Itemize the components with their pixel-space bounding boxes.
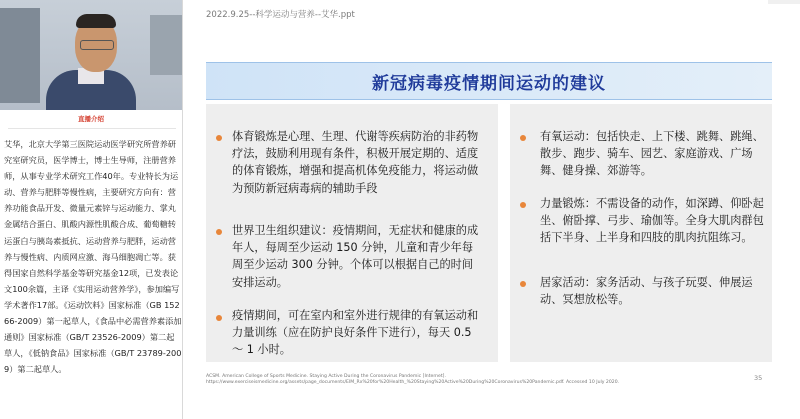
bullet-icon — [520, 202, 526, 208]
bullet-icon — [520, 135, 526, 141]
intro-divider — [8, 128, 176, 129]
top-edge-tab — [768, 0, 800, 4]
right-item-3: 居家活动：家务活动、与孩子玩耍、伸展运动、冥想放松等。 — [540, 276, 753, 307]
video-shelf-right — [150, 15, 182, 75]
right-item-2: 力量锻炼：不需设备的动作，如深蹲、仰卧起坐、俯卧撑、弓步、瑜伽等。全身大肌肉群包括下半身、上半身和四肢的肌肉抗阻练习。 — [540, 197, 764, 245]
bullet-icon — [520, 281, 526, 287]
bullet-icon — [216, 135, 222, 141]
video-shelf — [0, 8, 40, 103]
speaker-panel — [0, 0, 182, 419]
left-item-2: 世界卫生组织建议：疫情期间，无症状和健康的成年人，每周至少运动 150 分钟，儿童和青少年每周至少运动 300 分钟。个体可以根据自己的时间安排运动。 — [232, 224, 479, 289]
slide-title: 新冠病毒疫情期间运动的建议 — [372, 74, 606, 94]
speaker-bio: 艾华，北京大学第三医院运动医学研究所营养研究室研究员，医学博士，博士生导师，注册营养师，从事专业学术研究工作40年。专业特长为运动、营养与肥胖等慢性病，主要研究方向有：营养功能食品开发、微量元素锌与运动能力、掌丸金属结合蛋白、肌酸内源性肌酸合成、葡萄糖转运蛋白与胰岛素抵抗、运动营养与肥胖，运动营养与慢性病、内质网应激、海马细胞凋亡等。获得国家自然科学基金等研究基金12项，已发表论文100余篇，主译《实用运动营养学》，参加编写学术著作17部。《运动饮料》国家标准（GB 15266-2009）第一起草人，《食品中必需营养素添加通则》国家标准（GB/T 23526-2009）第二起草人，《低钠食品》国家标准（GB/T 23789-2009）第二起草人。 — [4, 139, 182, 375]
bullet-icon — [216, 315, 222, 321]
speaker-hair — [76, 14, 116, 28]
slide-filename: 2022.9.25--科学运动与营养--艾华.ppt — [206, 10, 355, 20]
bullet-icon — [216, 229, 222, 235]
right-item-1: 有氧运动：包括快走、上下楼、跳舞、跳绳、散步、跑步、骑车、园艺、家庭游戏、广场舞、健身操、郊游等。 — [540, 130, 764, 178]
speaker-glasses — [80, 40, 114, 50]
slide-title-banner — [206, 62, 772, 100]
speaker-intro-label: 直播介绍 — [78, 115, 104, 123]
slide-page-number: 35 — [754, 374, 763, 382]
speaker-video[interactable] — [0, 0, 182, 110]
slide-footnote: ACSM. American College of Sports Medicine. Staying Active During the Coronavirus Pandemic [Internet]. https://www.exerciseismedicine.org/assets/page_documents/EIM_Rx%20for%20Health_%20Staying%20Active%20During%20Coronavirus%20Pandemic.pdf. Accessed 10 July 2020. — [206, 374, 620, 386]
left-item-3: 疫情期间，可在室内和室外进行规律的有氧运动和力量训练（应在防护良好条件下进行），每天 0.5 ～ 1 小时。 — [232, 309, 479, 357]
left-item-1: 体育锻炼是心理、生理、代谢等疾病防治的非药物疗法，鼓励利用现有条件，积极开展定期的、适度的体育锻炼，增强和提高机体免疫能力，将运动做为预防新冠病毒病的辅助手段 — [232, 130, 479, 195]
